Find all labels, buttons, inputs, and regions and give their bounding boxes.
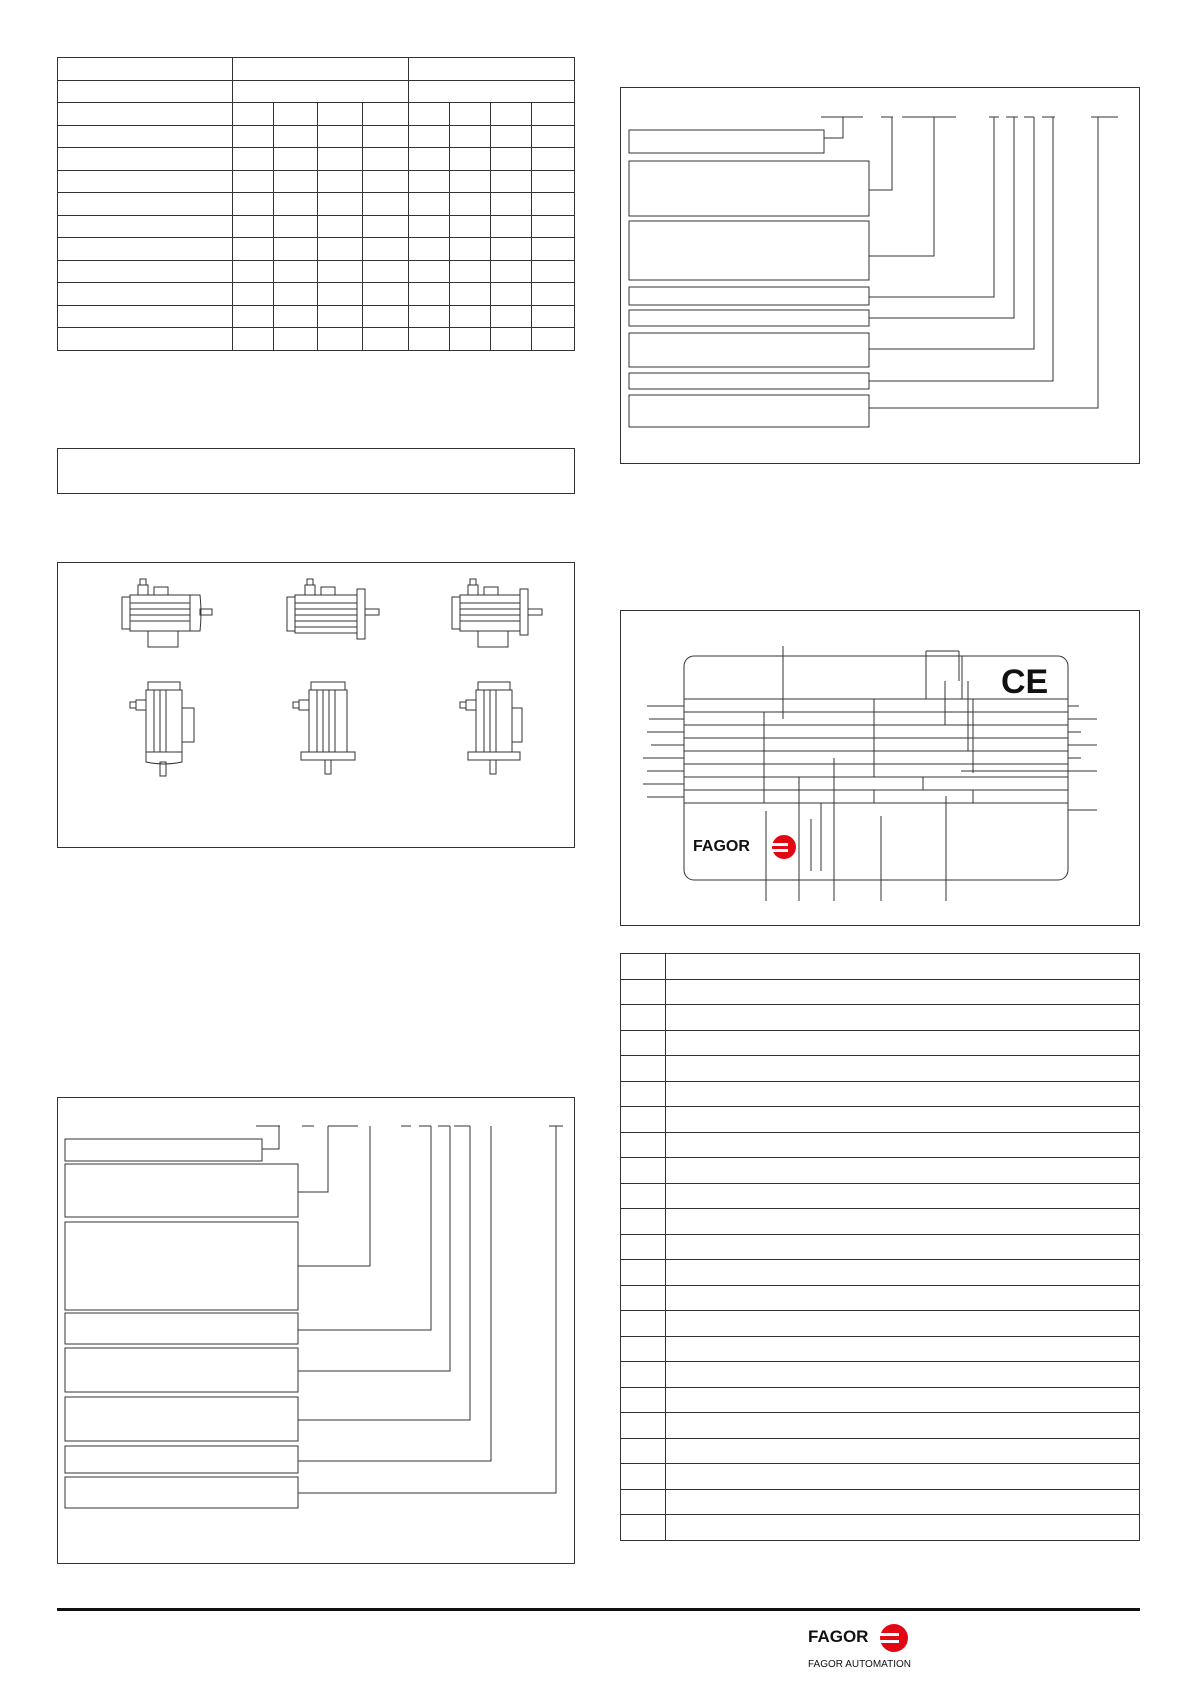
sales-reference-left xyxy=(57,1097,575,1564)
footer-brand: FAGOR xyxy=(808,1627,869,1646)
nameplate-brand: FAGOR xyxy=(693,838,750,855)
reference-lead-lines-right xyxy=(621,88,1139,463)
ce-mark-icon xyxy=(1001,663,1048,701)
nameplate-legend-table xyxy=(620,953,1140,1541)
svg-text:CE: CE xyxy=(1001,663,1049,701)
mounting-positions-box xyxy=(57,562,575,848)
characteristics-table xyxy=(57,57,575,351)
nameplate-drawing xyxy=(621,611,1139,925)
footer-subtitle: FAGOR AUTOMATION xyxy=(808,1659,911,1670)
reference-lead-lines-left xyxy=(58,1098,574,1563)
motor-mounting-drawing xyxy=(58,563,574,847)
footer-rule xyxy=(57,1608,1140,1611)
nameplate-box xyxy=(620,610,1140,926)
fagor-logo-icon xyxy=(879,1623,909,1653)
footer-logo xyxy=(808,1623,918,1671)
fagor-logo-icon xyxy=(772,835,796,859)
note-box xyxy=(57,448,575,494)
sales-reference-right xyxy=(620,87,1140,464)
